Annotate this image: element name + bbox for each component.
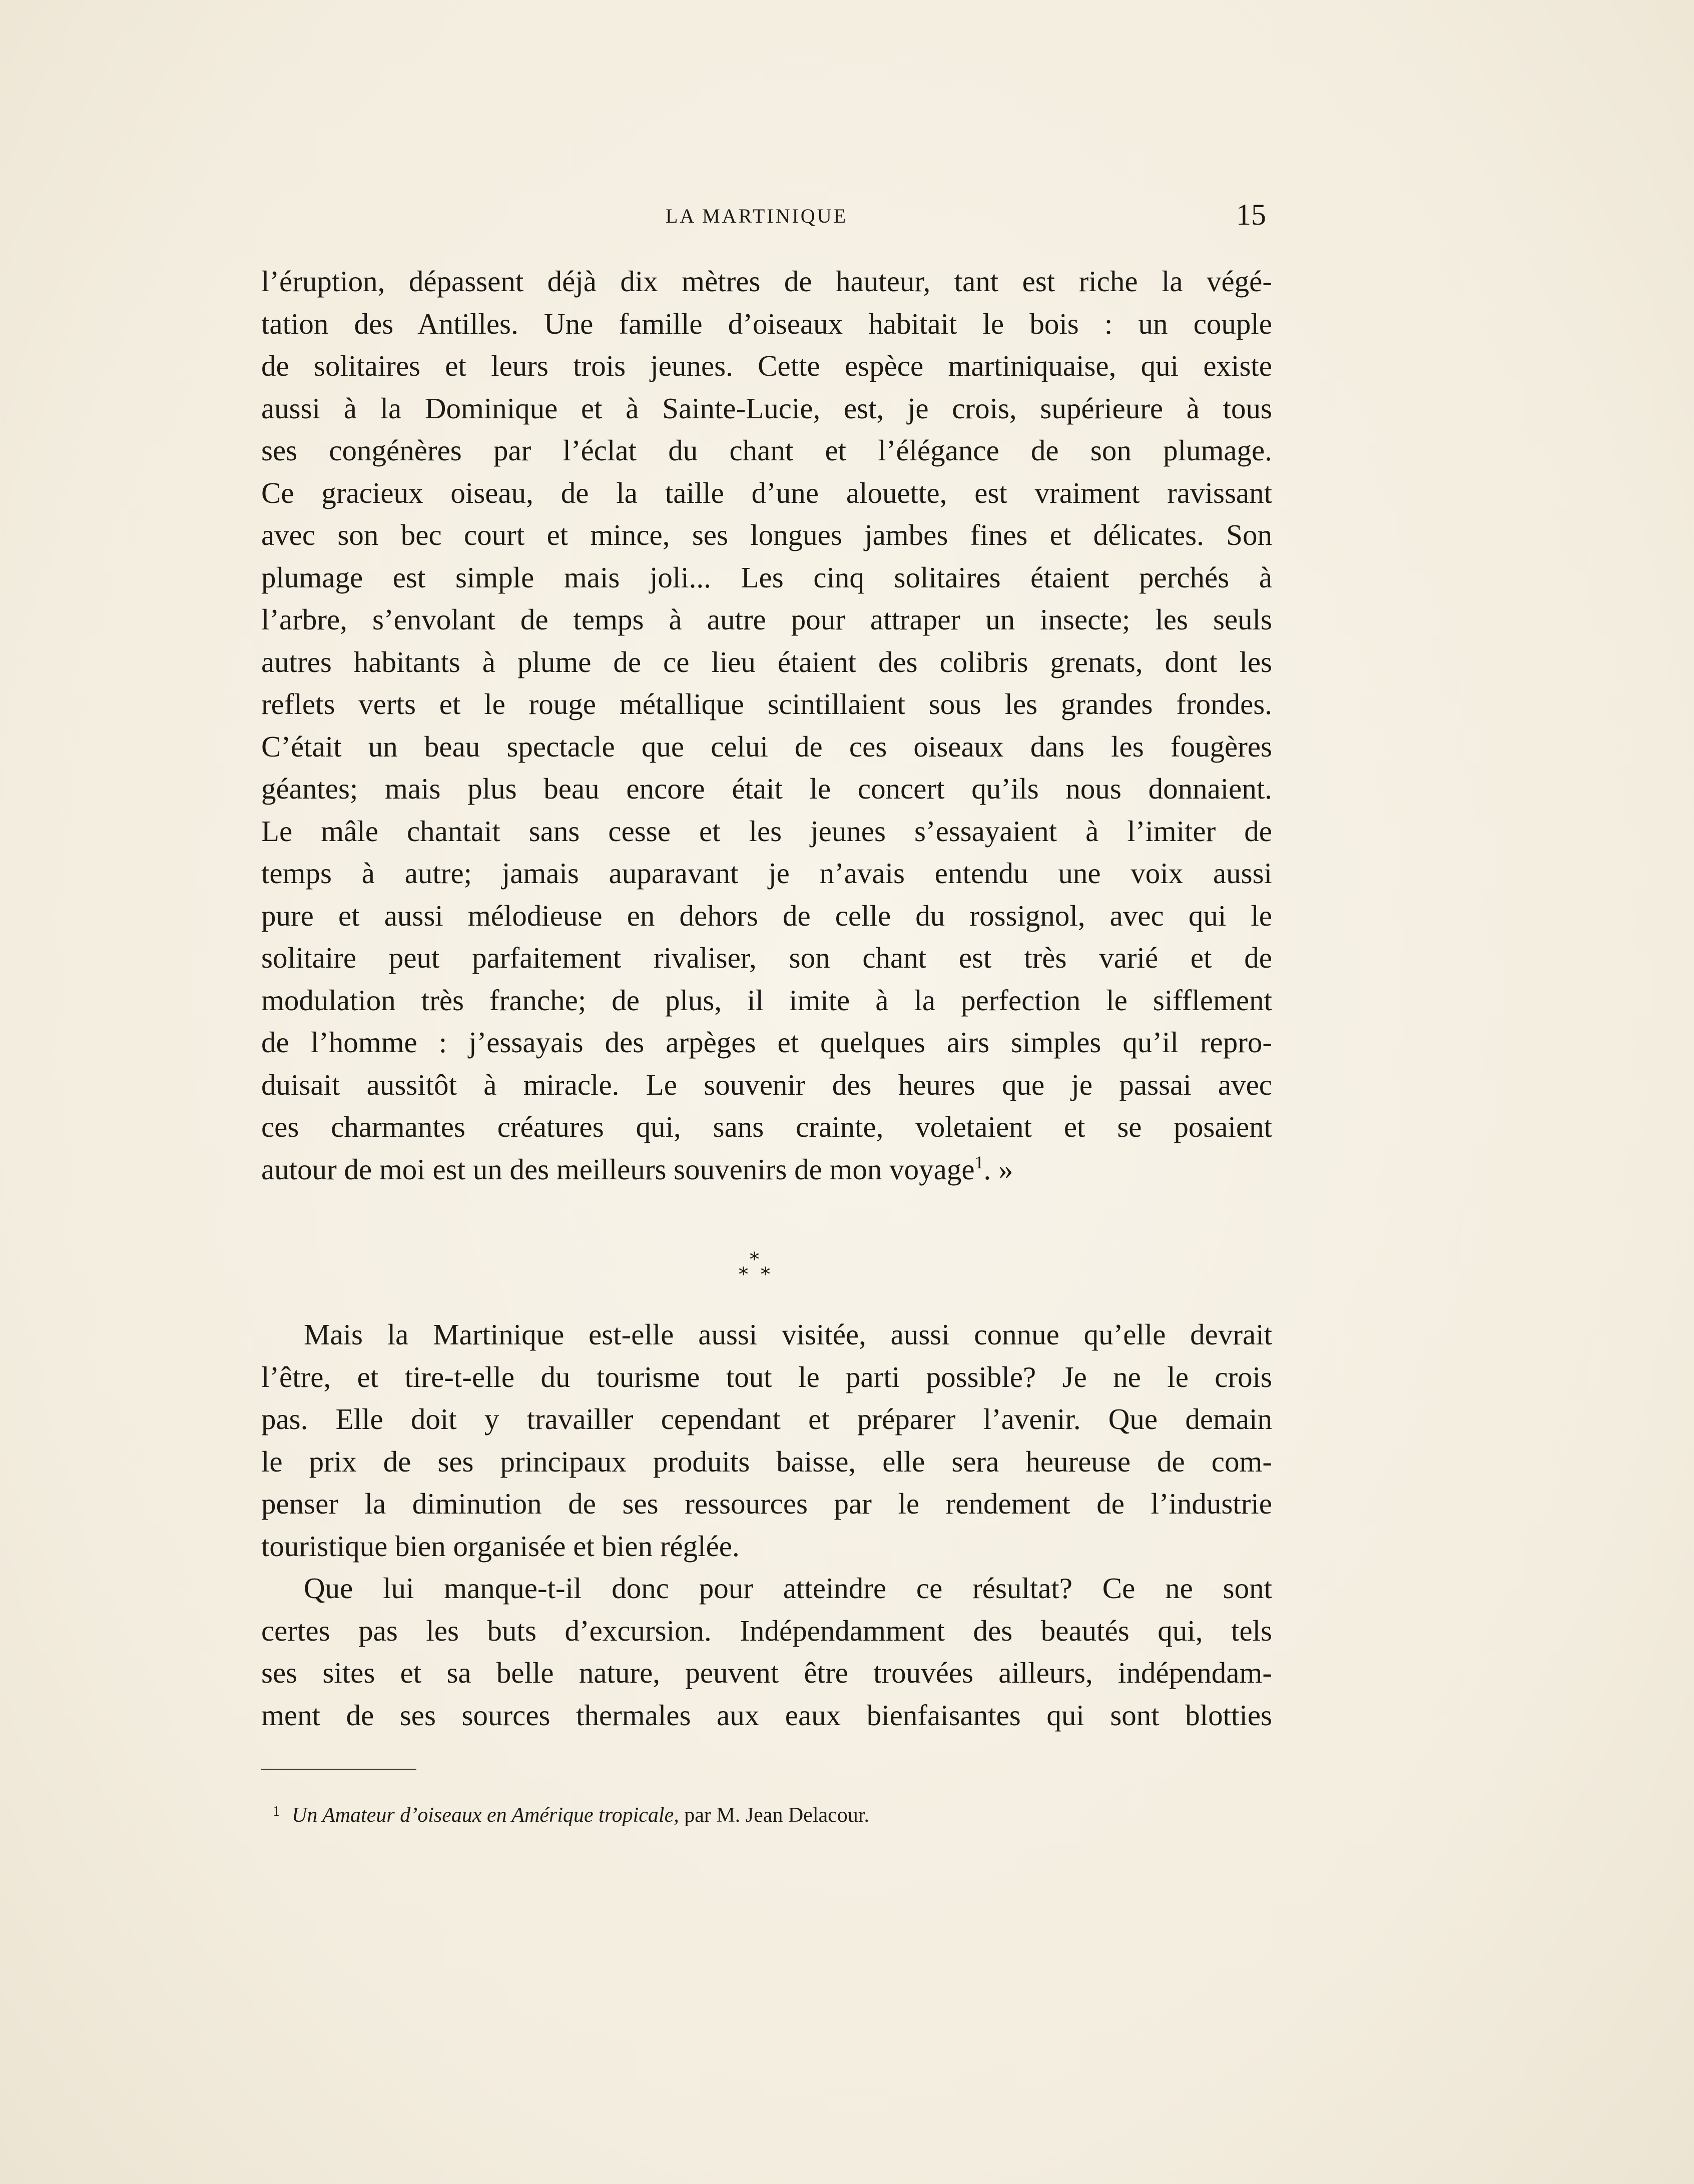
asterism-star: * [761,1263,770,1285]
body-text [261,1313,1272,1736]
text-line: certes pas les buts d’excursion. Indépendamment des beautés qui, tels [261,1614,1272,1647]
text-line: modulation très franche; de plus, il imite à la perfection le sifflement [261,983,1272,1017]
footnote-attribution: par M. Jean Delacour. [684,1804,869,1827]
text-line: plumage est simple mais joli... Les cinq solitaires étaient perchés à [261,560,1272,594]
text-line: ces charmantes créatures qui, sans crainte, voletaient et se posaient [261,1110,1272,1143]
text-line: pure et aussi mélodieuse en dehors de celle du rossignol, avec qui le [261,899,1272,932]
footnote-mark: 1 [273,1804,280,1819]
quoted-paragraph [261,260,1272,1190]
footnote [273,1803,869,1827]
asterism-star: * [739,1263,748,1285]
text-line: ment de ses sources thermales aux eaux bienfaisantes qui sont blotties [261,1698,1272,1732]
text-line: l’éruption, dépassent déjà dix mètres de hauteur, tant est riche la végé- [261,265,1272,298]
footnote-divider [261,1769,416,1770]
text-line: C’était un beau spectacle que celui de ces oiseaux dans les fougères [261,730,1272,763]
text-line: Mais la Martinique est-elle aussi visitée, aussi connue qu’elle devrait [304,1318,1272,1351]
asterism-star: * [750,1248,759,1270]
text-line: de solitaires et leurs trois jeunes. Cette espèce martiniquaise, qui existe [261,349,1272,382]
text-line: le prix de ses principaux produits baisse, elle sera heureuse de com- [261,1444,1272,1478]
text-line: ses congénères par l’éclat du chant et l’élégance de son plumage. [261,434,1272,467]
text-line: de l’homme : j’essayais des arpèges et quelques airs simples qu’il repro- [261,1026,1272,1059]
text-line: pas. Elle doit y travailler cependant et préparer l’avenir. Que demain [261,1402,1272,1435]
text-fragment: autour de moi est un des meilleurs souvenirs de mon voyage [261,1152,975,1186]
text-line: reflets verts et le rouge métallique scintillaient sous les grandes frondes. [261,687,1272,720]
running-title: LA MARTINIQUE [666,205,848,227]
footnote-reference[interactable]: 1 [974,1152,984,1172]
text-line: temps à autre; jamais auparavant je n’avais entendu une voix aussi [261,857,1272,890]
asterism-separator [736,1248,776,1288]
text-line: géantes; mais plus beau encore était le concert qu’ils nous donnaient. [261,772,1272,805]
text-line: autres habitants à plume de ce lieu étaient des colibris grenats, dont les [261,645,1272,678]
text-line: Ce gracieux oiseau, de la taille d’une alouette, est vraiment ravissant [261,476,1272,509]
page-number: 15 [1236,198,1266,231]
footnote-title: Un Amateur d’oiseaux en Amérique tropicale, [292,1804,679,1827]
text-line: Le mâle chantait sans cesse et les jeunes s’essayaient à l’imiter de [261,814,1272,848]
closing-quote: . » [983,1152,1013,1186]
text-line: Que lui manque-t-il donc pour atteindre ce résultat? Ce ne sont [304,1572,1272,1605]
text-line: solitaire peut parfaitement rivaliser, son chant est très varié et de [261,941,1272,974]
text-line: touristique bien organisée et bien réglée. [261,1529,740,1563]
text-line: duisait aussitôt à miracle. Le souvenir des heures que je passai avec [261,1068,1272,1101]
text-line: aussi à la Dominique et à Sainte-Lucie, est, je crois, supérieure à tous [261,391,1272,425]
text-line: penser la diminution de ses ressources par le rendement de l’industrie [261,1487,1272,1520]
text-line: tation des Antilles. Une famille d’oiseaux habitait le bois : un couple [261,307,1272,340]
text-line: ses sites et sa belle nature, peuvent être trouvées ailleurs, indépendam- [261,1656,1272,1689]
text-line-with-note [261,1148,1272,1191]
text-line: l’arbre, s’envolant de temps à autre pour attraper un insecte; les seuls [261,603,1272,636]
text-line: avec son bec court et mince, ses longues jambes fines et délicates. Son [261,518,1272,551]
text-line: l’être, et tire-t-elle du tourisme tout le parti possible? Je ne le crois [261,1360,1272,1393]
